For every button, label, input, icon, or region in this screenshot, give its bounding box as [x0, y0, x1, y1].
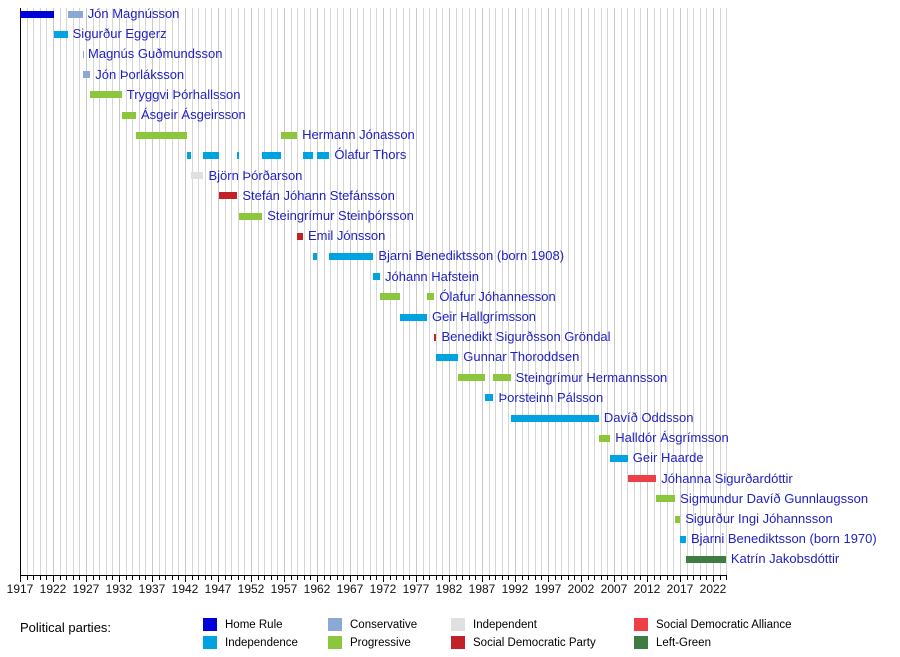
axis-tick	[403, 576, 404, 580]
gridline	[277, 8, 278, 575]
legend-label-independent: Independent	[473, 619, 537, 631]
axis-tick	[429, 576, 430, 580]
term-bar	[83, 51, 85, 58]
axis-tick-label: 2007	[600, 582, 628, 596]
axis-tick	[238, 576, 239, 580]
axis-tick-label: 1997	[534, 582, 562, 596]
term-bar	[237, 152, 239, 159]
gridline	[581, 8, 582, 575]
axis-tick	[330, 576, 331, 580]
gridline	[310, 8, 311, 575]
legend-label-left-green: Left-Green	[656, 637, 711, 649]
minister-name[interactable]: Jón Magnússon	[87, 6, 180, 21]
axis-tick	[264, 576, 265, 580]
axis-tick	[159, 576, 160, 580]
gridline	[601, 8, 602, 575]
axis-tick	[574, 576, 575, 580]
axis-tick	[409, 576, 410, 580]
axis-tick	[225, 576, 226, 580]
axis-tick	[73, 576, 74, 580]
axis-tick	[324, 576, 325, 580]
gridline	[53, 8, 54, 575]
axis-tick-label: 2012	[633, 582, 661, 596]
gridline	[244, 8, 245, 575]
axis-tick	[601, 576, 602, 580]
axis-tick	[535, 576, 536, 580]
axis-tick	[40, 576, 41, 580]
axis-tick	[139, 576, 140, 580]
term-bar	[281, 132, 297, 139]
axis-tick	[244, 576, 245, 580]
term-bar	[656, 495, 675, 502]
gridline	[357, 8, 358, 575]
term-bar	[675, 516, 680, 523]
axis-tick	[502, 576, 503, 580]
axis-tick	[27, 576, 28, 580]
gridline	[324, 8, 325, 575]
axis-tick-label: 1942	[171, 582, 199, 596]
gridline	[370, 8, 371, 575]
axis-tick	[106, 576, 107, 580]
legend-label-home-rule: Home Rule	[225, 619, 283, 631]
axis-tick	[469, 576, 470, 580]
term-bar	[329, 253, 373, 260]
term-bar	[373, 273, 380, 280]
axis-tick	[634, 576, 635, 580]
term-bar	[203, 152, 218, 159]
gridline	[594, 8, 595, 575]
minister-name[interactable]: Jóhann Hafstein	[385, 268, 479, 284]
axis-tick	[99, 576, 100, 580]
axis-tick	[607, 576, 608, 580]
term-bar	[68, 11, 83, 18]
term-bar	[262, 152, 281, 159]
axis-tick-label: 1917	[6, 582, 34, 596]
axis-tick	[192, 576, 193, 580]
gridline	[86, 8, 87, 575]
legend-label-social-democratic-alliance: Social Democratic Alliance	[656, 619, 792, 631]
axis-tick	[588, 576, 589, 580]
gridline	[383, 8, 384, 575]
gridline	[79, 8, 80, 575]
axis-tick-label: 2017	[666, 582, 694, 596]
axis-tick-label: 1972	[369, 582, 397, 596]
axis-tick-label: 1932	[105, 582, 133, 596]
legend-title: Political parties:	[20, 620, 112, 635]
axis-tick	[79, 576, 80, 580]
axis-tick	[687, 576, 688, 580]
term-bar	[434, 334, 436, 341]
axis-tick-label: 1927	[72, 582, 100, 596]
axis-tick	[621, 576, 622, 580]
gridline	[429, 8, 430, 575]
term-bar	[680, 536, 686, 543]
axis-tick-label: 1962	[303, 582, 331, 596]
minister-name[interactable]: Geir Haarde	[632, 450, 704, 466]
axis-tick	[667, 576, 668, 580]
gridline	[673, 8, 674, 575]
gridline	[60, 8, 61, 575]
gridline	[343, 8, 344, 575]
minister-name[interactable]: Steingrímur Steinþórsson	[267, 208, 414, 223]
axis-tick	[555, 576, 556, 580]
axis-tick	[258, 576, 259, 580]
gridline	[588, 8, 589, 575]
minister-name[interactable]: Halldór Ásgrímsson	[615, 430, 729, 446]
term-bar	[303, 152, 313, 159]
axis-tick	[271, 576, 272, 580]
minister-name[interactable]: Tryggvi Þórhallsson	[126, 86, 241, 102]
legend-swatch-independence	[203, 636, 217, 649]
legend-swatch-home-rule	[203, 618, 217, 631]
axis-tick	[33, 576, 34, 580]
axis-tick	[132, 576, 133, 580]
axis-tick	[594, 576, 595, 580]
term-bar	[400, 314, 427, 321]
axis-tick	[528, 576, 529, 580]
term-bar	[122, 112, 136, 119]
axis-tick	[363, 576, 364, 580]
axis-tick	[198, 576, 199, 580]
axis-tick	[277, 576, 278, 580]
minister-name[interactable]: Hermann Jónasson	[302, 127, 415, 143]
term-bar	[436, 354, 458, 361]
minister-name[interactable]: Bjarni Benediktsson (born 1970)	[691, 531, 877, 547]
gridline	[271, 8, 272, 575]
term-bar	[511, 415, 599, 422]
axis-tick	[211, 576, 212, 580]
term-bar	[297, 233, 303, 240]
axis-tick	[126, 576, 127, 580]
gridline	[27, 8, 28, 575]
minister-name[interactable]: Þorsteinn Pálsson	[498, 389, 604, 405]
axis-tick	[456, 576, 457, 580]
axis-tick	[660, 576, 661, 580]
axis-tick	[178, 576, 179, 580]
minister-name[interactable]: Stefán Jóhann Stefánsson	[242, 187, 395, 203]
gridline	[284, 8, 285, 575]
term-bar	[90, 91, 121, 98]
axis-tick	[706, 576, 707, 580]
term-bar	[191, 172, 203, 179]
axis-tick	[436, 576, 437, 580]
gridline	[390, 8, 391, 575]
minister-name[interactable]: Emil Jónsson	[308, 228, 386, 244]
gridline	[291, 8, 292, 575]
gridline	[403, 8, 404, 575]
minister-name[interactable]: Jón Þorláksson	[95, 66, 185, 82]
minister-name[interactable]: Sigurður Eggerz	[72, 26, 167, 42]
axis-tick	[376, 576, 377, 580]
axis-tick	[66, 576, 67, 580]
axis-tick	[145, 576, 146, 580]
term-bar	[599, 435, 610, 442]
axis-tick	[46, 576, 47, 580]
minister-name[interactable]: Katrín Jakobsdóttir	[730, 551, 840, 567]
axis-tick	[654, 576, 655, 580]
gridline	[376, 8, 377, 575]
gridline	[574, 8, 575, 575]
gridline	[634, 8, 635, 575]
axis-tick	[310, 576, 311, 580]
term-bar	[219, 192, 238, 199]
minister-name[interactable]: Geir Hallgrímsson	[432, 309, 537, 324]
minister-name[interactable]: Sigurður Ingi Jóhannsson	[685, 511, 833, 526]
axis-tick	[568, 576, 569, 580]
axis-tick	[357, 576, 358, 580]
axis-tick-label: 1982	[435, 582, 463, 596]
gridline	[667, 8, 668, 575]
axis-tick	[60, 576, 61, 580]
axis-tick-label: 1922	[39, 582, 67, 596]
gridline	[614, 8, 615, 575]
axis-tick	[495, 576, 496, 580]
gridline	[607, 8, 608, 575]
minister-name[interactable]: Magnús Guðmundsson	[88, 46, 223, 62]
axis-tick-label: 1967	[336, 582, 364, 596]
axis-tick-label: 1992	[501, 582, 529, 596]
minister-name[interactable]: Sigmundur Davíð Gunnlaugsson	[680, 490, 869, 506]
gridline	[660, 8, 661, 575]
axis-tick	[462, 576, 463, 580]
gridline	[251, 8, 252, 575]
term-bar	[239, 213, 262, 220]
legend-swatch-social-democratic-party	[451, 636, 465, 649]
gridline	[621, 8, 622, 575]
axis-tick	[522, 576, 523, 580]
gridline	[46, 8, 47, 575]
axis-tick	[442, 576, 443, 580]
gridline	[73, 8, 74, 575]
axis-tick	[508, 576, 509, 580]
minister-name[interactable]: Steingrímur Hermannsson	[515, 369, 668, 385]
minister-name[interactable]: Ólafur Thors	[334, 147, 407, 163]
gridline	[423, 8, 424, 575]
minister-name[interactable]: Benedikt Sigurðsson Gröndal	[441, 329, 611, 345]
gridline	[654, 8, 655, 575]
minister-name[interactable]: Ólafur Jóhannesson	[439, 288, 556, 304]
term-bar	[380, 293, 400, 300]
axis-tick-label: 1952	[237, 582, 265, 596]
axis-tick-label: 1987	[468, 582, 496, 596]
minister-name[interactable]: Davíð Oddsson	[603, 410, 694, 425]
axis-tick-label: 1937	[138, 582, 166, 596]
legend-label-social-democratic-party: Social Democratic Party	[473, 637, 596, 649]
gridline	[561, 8, 562, 575]
gridline	[627, 8, 628, 575]
gridline	[337, 8, 338, 575]
axis-tick	[93, 576, 94, 580]
term-bar	[686, 556, 726, 563]
gridline	[330, 8, 331, 575]
gridline	[264, 8, 265, 575]
axis-tick	[304, 576, 305, 580]
axis-tick	[205, 576, 206, 580]
term-bar	[610, 455, 627, 462]
legend-swatch-progressive	[328, 636, 342, 649]
legend-label-independence: Independence	[225, 637, 298, 649]
axis-tick-label: 2022	[699, 582, 727, 596]
axis-tick	[112, 576, 113, 580]
axis-tick	[720, 576, 721, 580]
y-axis-line	[20, 8, 21, 575]
gridline	[640, 8, 641, 575]
legend-swatch-independent	[451, 618, 465, 631]
legend-swatch-left-green	[634, 636, 648, 649]
term-bar	[187, 152, 191, 159]
minister-name[interactable]: Jóhanna Sigurðardóttir	[661, 470, 793, 486]
axis-tick	[627, 576, 628, 580]
axis-tick	[475, 576, 476, 580]
term-bar	[427, 293, 434, 300]
gridline	[568, 8, 569, 575]
term-bar	[136, 132, 187, 139]
axis-tick	[489, 576, 490, 580]
minister-name[interactable]: Bjarni Benediktsson (born 1908)	[378, 248, 565, 264]
axis-tick	[370, 576, 371, 580]
term-bar	[493, 374, 510, 381]
axis-tick	[423, 576, 424, 580]
axis-tick	[291, 576, 292, 580]
axis-tick	[673, 576, 674, 580]
axis-tick	[231, 576, 232, 580]
axis-tick	[541, 576, 542, 580]
minister-name[interactable]: Björn Þórðarson	[208, 167, 303, 183]
axis-tick	[640, 576, 641, 580]
legend-swatch-social-democratic-alliance	[634, 618, 648, 631]
axis-tick	[337, 576, 338, 580]
gridline	[304, 8, 305, 575]
axis-tick	[297, 576, 298, 580]
axis-tick-label: 2002	[567, 582, 595, 596]
term-bar	[628, 475, 656, 482]
legend-label-progressive: Progressive	[350, 637, 411, 649]
axis-tick	[693, 576, 694, 580]
gridline	[350, 8, 351, 575]
axis-tick	[165, 576, 166, 580]
axis-tick	[343, 576, 344, 580]
term-bar	[83, 71, 90, 78]
axis-tick	[561, 576, 562, 580]
term-bar	[54, 31, 67, 38]
gridline	[33, 8, 34, 575]
term-bar	[458, 374, 485, 381]
gridline	[317, 8, 318, 575]
axis-tick-label: 1957	[270, 582, 298, 596]
term-bar	[317, 152, 330, 159]
axis-tick	[700, 576, 701, 580]
gridline	[436, 8, 437, 575]
axis-tick	[390, 576, 391, 580]
term-bar	[485, 394, 493, 401]
minister-name[interactable]: Gunnar Thoroddsen	[463, 349, 580, 365]
minister-name[interactable]: Ásgeir Ásgeirsson	[140, 107, 246, 122]
axis-tick	[396, 576, 397, 580]
axis-tick-label: 1947	[204, 582, 232, 596]
gridline	[416, 8, 417, 575]
gridline	[396, 8, 397, 575]
axis-tick	[726, 576, 727, 580]
gridline	[258, 8, 259, 575]
legend-swatch-conservative	[328, 618, 342, 631]
gridline	[40, 8, 41, 575]
term-bar	[20, 11, 54, 18]
gridline	[363, 8, 364, 575]
legend-label-conservative: Conservative	[350, 619, 418, 631]
term-bar	[313, 253, 317, 260]
gridline	[66, 8, 67, 575]
axis-tick-label: 1977	[402, 582, 430, 596]
axis-tick	[172, 576, 173, 580]
gridline	[647, 8, 648, 575]
gridline	[297, 8, 298, 575]
gridline	[409, 8, 410, 575]
